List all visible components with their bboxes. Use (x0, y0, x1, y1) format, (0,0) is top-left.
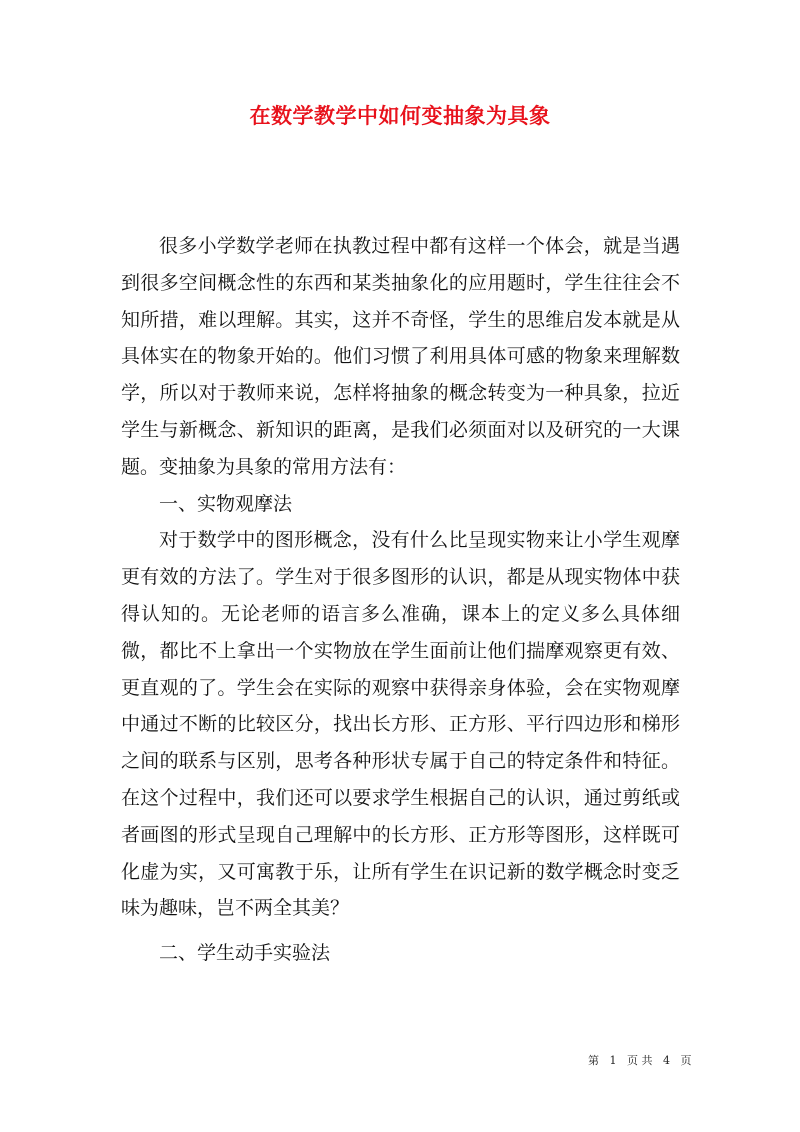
document-body (121, 228, 680, 972)
intro-paragraph: 很多小学数学老师在执教过程中都有这样一个体会，就是当遇到很多空间概念性的东西和某类抽象化的应用题时，学生往往会不知所措，难以理解。其实，这并不奇怪，学生的思维启发本就是从具体实在的物象开始的。他们习惯了利用具体可感的物象来理解数学，所以对于教师来说，怎样将抽象的概念转变为一种具象，拉近学生与新概念、新知识的距离，是我们必须面对以及研究的一大课题。变抽象为具象的常用方法有： (121, 235, 680, 478)
section-heading-1: 一、实物观摩法 (159, 492, 293, 515)
page-footer (588, 1052, 692, 1068)
section-heading-2: 二、学生动手实验法 (159, 942, 331, 965)
footer-middle: 页 共 (627, 1054, 653, 1067)
section-1-paragraph: 对于数学中的图形概念，没有什么比呈现实物来让小学生观摩更有效的方法了。学生对于很多图形的认识，都是从现实物体中获得认知的。无论老师的语言多么准确，课本上的定义多么具体细微，都比不上拿出一个实物放在学生面前让他们揣摩观察更有效、更直观的了。学生会在实际的观察中获得亲身体验，会在实物观摩中通过不断的比较区分，找出长方形、正方形、平行四边形和梯形之间的联系与区别，思考各种形状专属于自己的特定条件和特征。在这个过程中，我们还可以要求学生根据自己的认识，通过剪纸或者画图的形式呈现自己理解中的长方形、正方形等图形，这样既可化虚为实，又可寓教于乐，让所有学生在识记新的数学概念时变乏味为趣味，岂不两全其美？ (121, 529, 680, 920)
footer-prefix: 第 (588, 1054, 599, 1067)
footer-suffix: 页 (680, 1054, 692, 1067)
footer-total-pages: 4 (663, 1054, 670, 1067)
footer-page-number: 1 (609, 1054, 617, 1067)
document-title: 在数学教学中如何变抽象为具象 (249, 103, 551, 128)
